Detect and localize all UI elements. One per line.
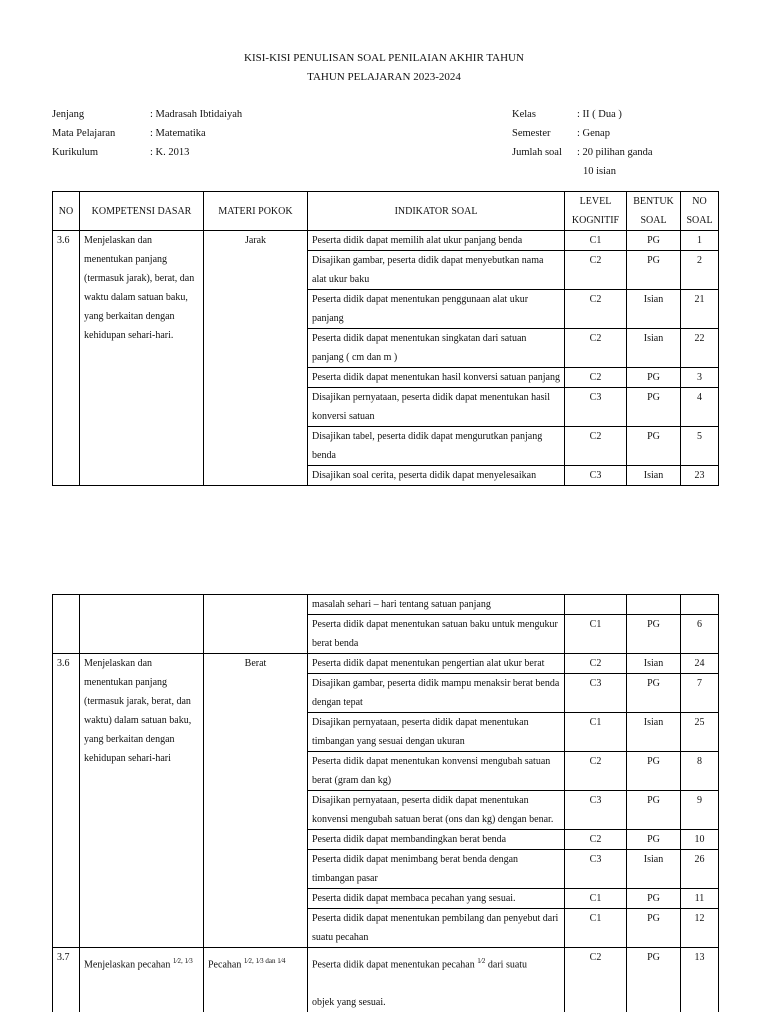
level-cell: C3 [565, 388, 627, 427]
info-label-kelas: Kelas [512, 109, 536, 120]
header-kompetensi-dasar: KOMPETENSI DASAR [80, 192, 204, 231]
indikator-cell: Peserta didik dapat membaca pecahan yang sesuai. [308, 889, 565, 909]
bentuk-cell: PG [627, 791, 681, 830]
indikator-suffix: dari suatu [487, 959, 528, 971]
indikator-cell: Peserta didik dapat menentukan pembilang dan penyebut dari suatu pecahan [308, 909, 565, 948]
nosoal-cell: 3 [681, 368, 719, 388]
bentuk-cell: Isian [627, 654, 681, 674]
nosoal-cell: 5 [681, 427, 719, 466]
nosoal-cell: 23 [681, 466, 719, 486]
info-value-jumlah-soal: : 20 pilihan ganda [577, 147, 653, 158]
kompetensi-dasar [80, 948, 204, 1013]
nosoal-cell: 4 [681, 388, 719, 427]
kisi-kisi-table-1 [52, 191, 719, 486]
table-row [53, 948, 719, 1013]
document-title: KISI-KISI PENULISAN SOAL PENILAIAN AKHIR TAHUN [244, 52, 524, 64]
table-header-row [53, 192, 719, 231]
info-label-mapel: Mata Pelajaran [52, 128, 116, 139]
materi-text: Pecahan [208, 959, 242, 971]
header-no: NO [53, 192, 80, 231]
bentuk-cell: Isian [627, 713, 681, 752]
nosoal-cell: 1 [681, 231, 719, 251]
materi-pokok [204, 948, 308, 1013]
kd-number: 3.7 [53, 948, 80, 1013]
indikator-line2: objek yang sesuai. [312, 997, 386, 1009]
empty-materi-cell [204, 595, 308, 654]
indikator-cell: Peserta didik dapat membandingkan berat benda [308, 830, 565, 850]
nosoal-cell: 6 [681, 615, 719, 654]
info-value-jenjang: : Madrasah Ibtidaiyah [150, 109, 243, 120]
info-value-isian: 10 isian [583, 166, 616, 177]
level-cell: C3 [565, 466, 627, 486]
indikator-cell: Disajikan soal cerita, peserta didik dapat menyelesaikan [308, 466, 565, 486]
indikator-cell: Peserta didik dapat menentukan pengertian alat ukur berat [308, 654, 565, 674]
bentuk-cell: PG [627, 752, 681, 791]
kd-number: 3.6 [53, 231, 80, 486]
table-row [53, 654, 719, 674]
document-subtitle: TAHUN PELAJARAN 2023-2024 [307, 71, 461, 83]
indikator-cell: Disajikan gambar, peserta didik mampu menaksir berat benda dengan tepat [308, 674, 565, 713]
empty-bentuk-cell [627, 595, 681, 615]
nosoal-cell: 24 [681, 654, 719, 674]
info-label-jenjang: Jenjang [52, 109, 85, 120]
indikator-continuation: masalah sehari – hari tentang satuan panjang [308, 595, 565, 615]
indikator-cell: Peserta didik dapat memilih alat ukur panjang benda [308, 231, 565, 251]
header-nosoal-line2: SOAL [686, 215, 713, 226]
nosoal-cell: 10 [681, 830, 719, 850]
level-cell: C2 [565, 948, 627, 1013]
nosoal-cell: 9 [681, 791, 719, 830]
materi-fractions: 1⁄2, 1⁄3 dan 1⁄4 [243, 957, 286, 965]
header-bentuk-line2: SOAL [640, 215, 667, 226]
header-bentuk-soal [627, 192, 681, 231]
nosoal-cell: 25 [681, 713, 719, 752]
indikator-cell: Peserta didik dapat menentukan singkatan dari satuan panjang ( cm dan m ) [308, 329, 565, 368]
bentuk-cell: PG [627, 615, 681, 654]
info-value-kurikulum: : K. 2013 [150, 147, 190, 158]
kompetensi-dasar: Menjelaskan dan menentukan panjang (termasuk jarak, berat, dan waktu) dalam satuan baku, yang berkaitan dengan kehidupan sehari-hari [80, 654, 204, 948]
indikator-cell: Disajikan pernyataan, peserta didik dapat menentukan hasil konversi satuan [308, 388, 565, 427]
indikator-cell: Peserta didik dapat menentukan satuan baku untuk mengukur berat benda [308, 615, 565, 654]
info-label-semester: Semester [512, 128, 551, 139]
nosoal-cell: 12 [681, 909, 719, 948]
level-cell: C1 [565, 713, 627, 752]
indikator-fraction: 1⁄2 [477, 957, 486, 965]
indikator-cell: Peserta didik dapat menimbang berat benda dengan timbangan pasar [308, 850, 565, 889]
indikator-cell: Peserta didik dapat menentukan hasil konversi satuan panjang [308, 368, 565, 388]
bentuk-cell: PG [627, 948, 681, 1013]
level-cell: C2 [565, 329, 627, 368]
level-cell: C3 [565, 850, 627, 889]
level-cell: C2 [565, 654, 627, 674]
nosoal-cell: 13 [681, 948, 719, 1013]
kompetensi-dasar: Menjelaskan dan menentukan panjang (termasuk jarak), berat, dan waktu dalam satuan baku, yang berkaitan dengan kehidupan sehari-hari. [80, 231, 204, 486]
bentuk-cell: Isian [627, 290, 681, 329]
indikator-text: Peserta didik dapat menentukan pecahan [312, 959, 475, 971]
header-level-kognitif [565, 192, 627, 231]
empty-no-cell [53, 595, 80, 654]
bentuk-cell: PG [627, 231, 681, 251]
level-cell: C2 [565, 427, 627, 466]
level-cell: C2 [565, 752, 627, 791]
bentuk-cell: PG [627, 427, 681, 466]
bentuk-cell: PG [627, 368, 681, 388]
nosoal-cell: 26 [681, 850, 719, 889]
header-nosoal-line1: NO [692, 196, 707, 207]
bentuk-cell: PG [627, 251, 681, 290]
level-cell: C3 [565, 674, 627, 713]
bentuk-cell: PG [627, 830, 681, 850]
level-cell: C1 [565, 615, 627, 654]
bentuk-cell: PG [627, 674, 681, 713]
level-cell: C2 [565, 830, 627, 850]
header-level-line2: KOGNITIF [571, 215, 620, 226]
info-value-kelas: : II ( Dua ) [577, 109, 622, 120]
table-row-continuation [53, 595, 719, 615]
level-cell: C1 [565, 889, 627, 909]
bentuk-cell: Isian [627, 466, 681, 486]
kd-number: 3.6 [53, 654, 80, 948]
nosoal-cell: 11 [681, 889, 719, 909]
bentuk-cell: PG [627, 889, 681, 909]
nosoal-cell: 22 [681, 329, 719, 368]
table-row [53, 231, 719, 251]
empty-kd-cell [80, 595, 204, 654]
indikator-cell: Peserta didik dapat menentukan konvensi mengubah satuan berat (gram dan kg) [308, 752, 565, 791]
indikator-cell [308, 948, 565, 1013]
indikator-cell: Disajikan pernyataan, peserta didik dapat menentukan konvensi mengubah satuan berat (ons dan kg) dengan benar. [308, 791, 565, 830]
level-cell: C2 [565, 251, 627, 290]
materi-pokok: Berat [204, 654, 308, 948]
level-cell: C2 [565, 368, 627, 388]
header-bentuk-line1: BENTUK [633, 196, 674, 207]
level-cell: C1 [565, 909, 627, 948]
level-cell: C2 [565, 290, 627, 329]
bentuk-cell: PG [627, 909, 681, 948]
info-label-jumlah-soal: Jumlah soal [512, 147, 562, 158]
kd-text: Menjelaskan pecahan [84, 959, 171, 971]
kisi-kisi-table-2 [52, 594, 719, 1012]
nosoal-cell: 8 [681, 752, 719, 791]
nosoal-cell: 2 [681, 251, 719, 290]
bentuk-cell: PG [627, 388, 681, 427]
header-no-soal [681, 192, 719, 231]
info-value-mapel: : Matematika [150, 128, 206, 139]
empty-nosoal-cell [681, 595, 719, 615]
header-indikator-soal: INDIKATOR SOAL [308, 192, 565, 231]
nosoal-cell: 7 [681, 674, 719, 713]
bentuk-cell: Isian [627, 329, 681, 368]
kd-fractions: 1⁄2, 1⁄3 [172, 957, 193, 965]
indikator-cell: Disajikan tabel, peserta didik dapat mengurutkan panjang benda [308, 427, 565, 466]
indikator-cell: Disajikan gambar, peserta didik dapat menyebutkan nama alat ukur baku [308, 251, 565, 290]
materi-pokok: Jarak [204, 231, 308, 486]
info-label-kurikulum: Kurikulum [52, 147, 99, 158]
bentuk-cell: Isian [627, 850, 681, 889]
level-cell: C1 [565, 231, 627, 251]
indikator-cell: Disajikan pernyataan, peserta didik dapat menentukan timbangan yang sesuai dengan ukuran [308, 713, 565, 752]
empty-level-cell [565, 595, 627, 615]
header-level-line1: LEVEL [579, 196, 612, 207]
level-cell: C3 [565, 791, 627, 830]
header-materi-pokok: MATERI POKOK [204, 192, 308, 231]
indikator-cell: Peserta didik dapat menentukan penggunaan alat ukur panjang [308, 290, 565, 329]
nosoal-cell: 21 [681, 290, 719, 329]
info-value-semester: : Genap [577, 128, 610, 139]
